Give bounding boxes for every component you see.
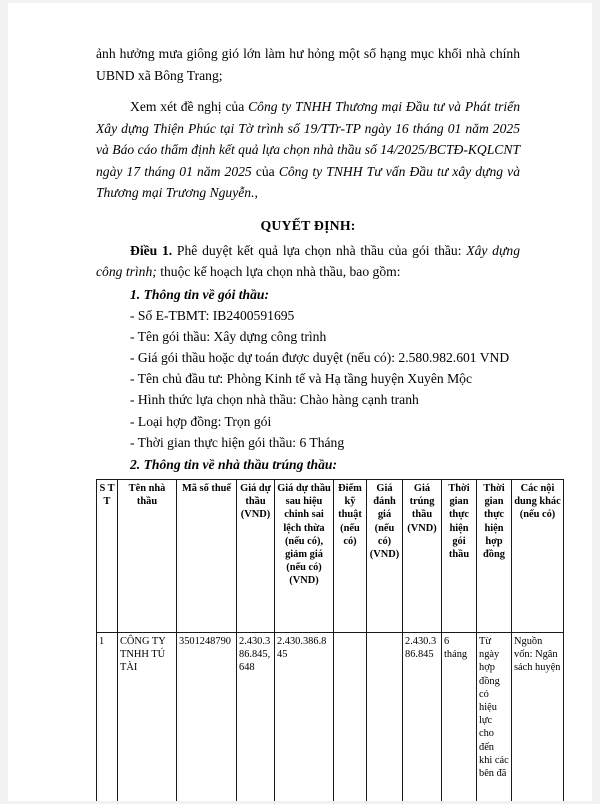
column-header-tax-code: Mã số thuế bbox=[177, 479, 237, 632]
package-info-list bbox=[96, 305, 520, 453]
cell-adjusted-price: 2.430.386.845 bbox=[275, 632, 334, 801]
column-header-adjusted-price: Giá dự thầu sau hiệu chinh sai lệch thừa (nếu có), giảm giá (nếu có) (VND) bbox=[275, 479, 334, 632]
document-page bbox=[8, 3, 592, 801]
cell-eval-price bbox=[367, 632, 403, 801]
winning-bidder-table-wrapper bbox=[96, 479, 561, 801]
cell-bidder-name: CÔNG TY TNHH TÚ TÀI bbox=[118, 632, 177, 801]
table-header-row bbox=[97, 479, 564, 632]
article-1-package-name: Xây dựng công trình; bbox=[96, 242, 520, 279]
winning-bidder-table bbox=[96, 479, 564, 801]
column-header-tech-score: Điểm kỹ thuật (nếu có) bbox=[334, 479, 367, 632]
document-content bbox=[96, 43, 561, 801]
cell-stt: 1 bbox=[97, 632, 118, 801]
proposal-connector: của bbox=[255, 163, 279, 179]
paragraph-continuation bbox=[96, 43, 520, 86]
article-1-label: Điều 1. bbox=[130, 242, 173, 258]
decision-heading: QUYẾT ĐỊNH: bbox=[260, 217, 356, 233]
proposal-company-and-report: Công ty TNHH Thương mại Đầu tư và Phát triển Xây dựng Thiện Phúc tại Tờ trình số 19/TTr-TP ngày 16 tháng 01 năm 2025 và Báo cáo thẩm định kết quả lựa chọn nhà thầu số 14/2025/BCTĐ-KQLCNT ngày 17 tháng 01 năm 2025 bbox=[96, 99, 521, 179]
column-header-stt: S T T bbox=[97, 479, 118, 632]
cell-tax-code: 3501248790 bbox=[177, 632, 237, 801]
column-header-winning-price: Giá trúng thầu (VND) bbox=[403, 479, 442, 632]
list-item: - Tên gói thầu: Xây dựng công trình bbox=[130, 328, 327, 344]
column-header-bidder: Tên nhà thầu bbox=[118, 479, 177, 632]
column-header-other-content: Các nội dung khác (nếu có) bbox=[512, 479, 564, 632]
article-1-text-after: thuộc kế hoạch lựa chọn nhà thầu, bao gồm: bbox=[156, 264, 401, 279]
paragraph-text: ảnh hưởng mưa giông gió lớn làm hư hỏng một số hạng mục khối nhà chính UBND xã Bông Trang; bbox=[96, 46, 520, 83]
cell-tech-score bbox=[334, 632, 367, 801]
cell-other-content: Nguồn vốn: Ngân sách huyện bbox=[512, 632, 564, 801]
article-1-text-before: Phê duyệt kết quả lựa chọn nhà thầu của gói thầu: bbox=[172, 242, 467, 258]
column-header-eval-price: Giá đánh giá (nếu có) (VND) bbox=[367, 479, 403, 632]
list-item: - Thời gian thực hiện gói thầu: 6 Tháng bbox=[130, 434, 345, 450]
column-header-bid-price: Giá dự thầu (VND) bbox=[237, 479, 275, 632]
column-header-package-duration: Thời gian thực hiện gói thầu bbox=[442, 479, 477, 632]
list-item: - Tên chủ đầu tư: Phòng Kinh tế và Hạ tầng huyện Xuyên Mộc bbox=[130, 371, 472, 387]
section-2-heading: 2. Thông tin về nhà thầu trúng thầu: bbox=[130, 456, 337, 472]
section-1-heading: 1. Thông tin về gói thầu: bbox=[130, 286, 269, 302]
paragraph-proposal-review bbox=[96, 96, 520, 204]
table-row bbox=[97, 632, 564, 801]
table-header bbox=[97, 479, 564, 632]
list-item: - Loại hợp đồng: Trọn gói bbox=[130, 413, 272, 429]
article-1-paragraph bbox=[96, 240, 520, 283]
proposal-lead-in: Xem xét đề nghị của bbox=[130, 99, 249, 114]
cell-bid-price: 2.430.386.845,648 bbox=[237, 632, 275, 801]
cell-contract-duration: Từ ngày hợp đồng có hiệu lực cho đến khi các bên đã bbox=[477, 632, 512, 801]
list-item: - Hình thức lựa chọn nhà thầu: Chào hàng cạnh tranh bbox=[130, 392, 419, 408]
column-header-contract-duration: Thời gian thực hiện hợp đồng bbox=[477, 479, 512, 632]
list-item: - Giá gói thầu hoặc dự toán được duyệt (nếu có): 2.580.982.601 VND bbox=[130, 349, 510, 365]
list-item: - Số E-TBMT: IB2400591695 bbox=[130, 307, 295, 323]
table-body bbox=[97, 632, 564, 801]
cell-package-duration: 6 tháng bbox=[442, 632, 477, 801]
proposal-consultant-company: Công ty TNHH Tư vấn Đầu tư xây dựng và Thương mại Trương Nguyễn., bbox=[96, 163, 521, 200]
cell-winning-price: 2.430.386.845 bbox=[403, 632, 442, 801]
